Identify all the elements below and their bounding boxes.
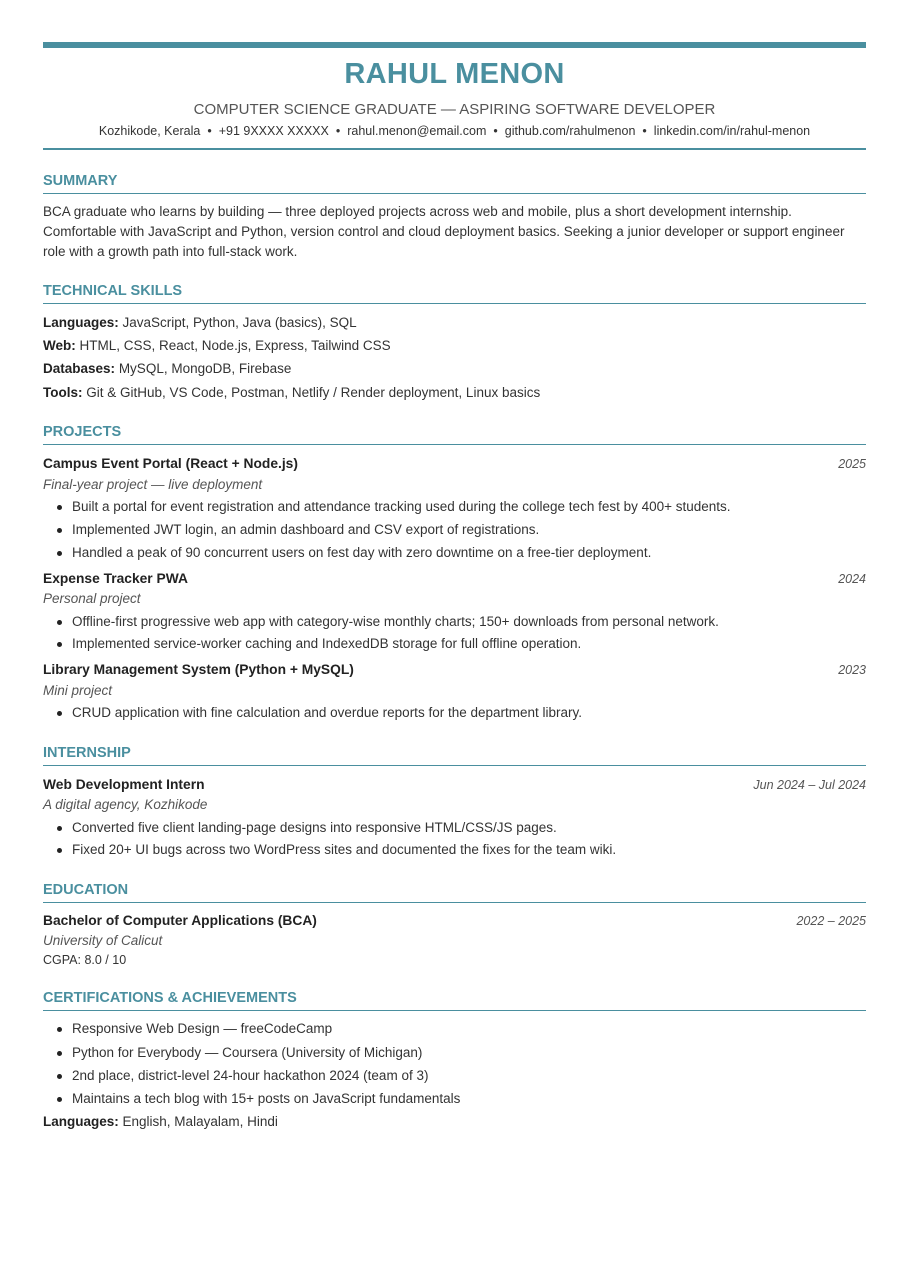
contact-separator: •	[493, 124, 498, 138]
internship-company: A digital agency, Kozhikode	[43, 797, 208, 812]
header-accent-bar	[43, 42, 866, 48]
project-bullet: Offline-first progressive web app with category-wise monthly charts; 150+ downloads from personal network.	[72, 614, 719, 629]
skill-row-databases	[43, 360, 866, 378]
education-school: University of Calicut	[43, 933, 163, 948]
languages-value: English, Malayalam, Hindi	[122, 1114, 278, 1129]
internship-bullet: Fixed 20+ UI bugs across two WordPress sites and documented the fixes for the team wiki.	[72, 842, 617, 857]
project-title: Library Management System (Python + MySQL)	[43, 662, 354, 677]
skill-row-tools	[43, 384, 866, 402]
candidate-name: RAHUL MENON	[344, 58, 565, 90]
skill-value: MySQL, MongoDB, Firebase	[118, 361, 292, 376]
skill-label: Databases:	[43, 361, 116, 376]
certification-item: Responsive Web Design — freeCodeCamp	[72, 1021, 333, 1036]
internship-role: Web Development Intern	[43, 777, 205, 792]
project-bullet: Implemented service-worker caching and IndexedDB storage for full offline operation.	[72, 636, 582, 651]
project-subtitle: Final-year project — live deployment	[43, 477, 263, 492]
contact-separator: •	[207, 124, 212, 138]
education-grade: CGPA: 8.0 / 10	[43, 953, 127, 967]
project-bullet: Built a portal for event registration and attendance tracking used during the college tech fest by 400+ students.	[72, 499, 731, 514]
certification-item: Maintains a tech blog with 15+ posts on JavaScript fundamentals	[72, 1091, 461, 1106]
summary-text: BCA graduate who learns by building — three deployed projects across web and mobile, plus a short development internship. Comfortable with JavaScript and Python, version control and cloud deployment basics. Seeking a junior developer or support engineer role with a growth path into full-stack work.	[43, 204, 845, 259]
certification-item: Python for Everybody — Coursera (University of Michigan)	[72, 1045, 423, 1060]
skill-row-languages	[43, 314, 866, 332]
internship-date: Jun 2024 – Jul 2024	[753, 778, 866, 792]
education-date: 2022 – 2025	[796, 914, 866, 928]
project-subtitle: Mini project	[43, 683, 113, 698]
certification-item: 2nd place, district-level 24-hour hackathon 2024 (team of 3)	[72, 1068, 429, 1083]
project-title: Expense Tracker PWA	[43, 571, 188, 586]
project-date: 2025	[838, 457, 866, 471]
contact-separator: •	[335, 124, 341, 138]
project-date: 2023	[838, 663, 866, 677]
section-title-internship: INTERNSHIP	[43, 744, 866, 766]
section-title-projects: PROJECTS	[43, 423, 866, 445]
skill-row-web	[43, 337, 866, 355]
section-title-certifications: CERTIFICATIONS & ACHIEVEMENTS	[43, 989, 866, 1011]
languages-label: Languages:	[43, 1114, 119, 1129]
contact-github[interactable]: github.com/rahulmenon	[504, 124, 636, 138]
section-title-education: EDUCATION	[43, 881, 866, 903]
project-bullet: Handled a peak of 90 concurrent users on fest day with zero downtime on a free-tier deployment.	[72, 545, 652, 560]
contact-separator: •	[642, 124, 647, 138]
project-subtitle: Personal project	[43, 591, 141, 606]
project-bullet: CRUD application with fine calculation and overdue reports for the department library.	[72, 705, 583, 720]
skill-label: Web:	[43, 338, 76, 353]
contact-email[interactable]: rahul.menon@email.com	[347, 124, 487, 138]
skill-value: HTML, CSS, React, Node.js, Express, Tailwind CSS	[79, 338, 391, 353]
internship-bullet: Converted five client landing-page designs into responsive HTML/CSS/JS pages.	[72, 820, 557, 835]
section-title-summary: SUMMARY	[43, 172, 866, 194]
header-divider	[43, 148, 866, 150]
candidate-tagline: COMPUTER SCIENCE GRADUATE — ASPIRING SOFTWARE DEVELOPER	[193, 101, 716, 118]
contact-location: Kozhikode, Kerala	[98, 124, 201, 138]
skill-value: Git & GitHub, VS Code, Postman, Netlify / Render deployment, Linux basics	[86, 385, 541, 400]
section-title-skills: TECHNICAL SKILLS	[43, 282, 866, 304]
contact-line	[43, 124, 866, 138]
project-title: Campus Event Portal (React + Node.js)	[43, 456, 298, 471]
skill-label: Languages:	[43, 315, 119, 330]
project-date: 2024	[838, 572, 866, 586]
contact-linkedin[interactable]: linkedin.com/in/rahul-menon	[653, 124, 811, 138]
education-degree: Bachelor of Computer Applications (BCA)	[43, 913, 317, 928]
contact-phone: +91 9XXXX XXXXX	[218, 124, 329, 138]
skill-label: Tools:	[43, 385, 83, 400]
skill-value: JavaScript, Python, Java (basics), SQL	[122, 315, 357, 330]
project-bullet: Implemented JWT login, an admin dashboard and CSV export of registrations.	[72, 522, 540, 537]
languages-row	[43, 1113, 866, 1131]
